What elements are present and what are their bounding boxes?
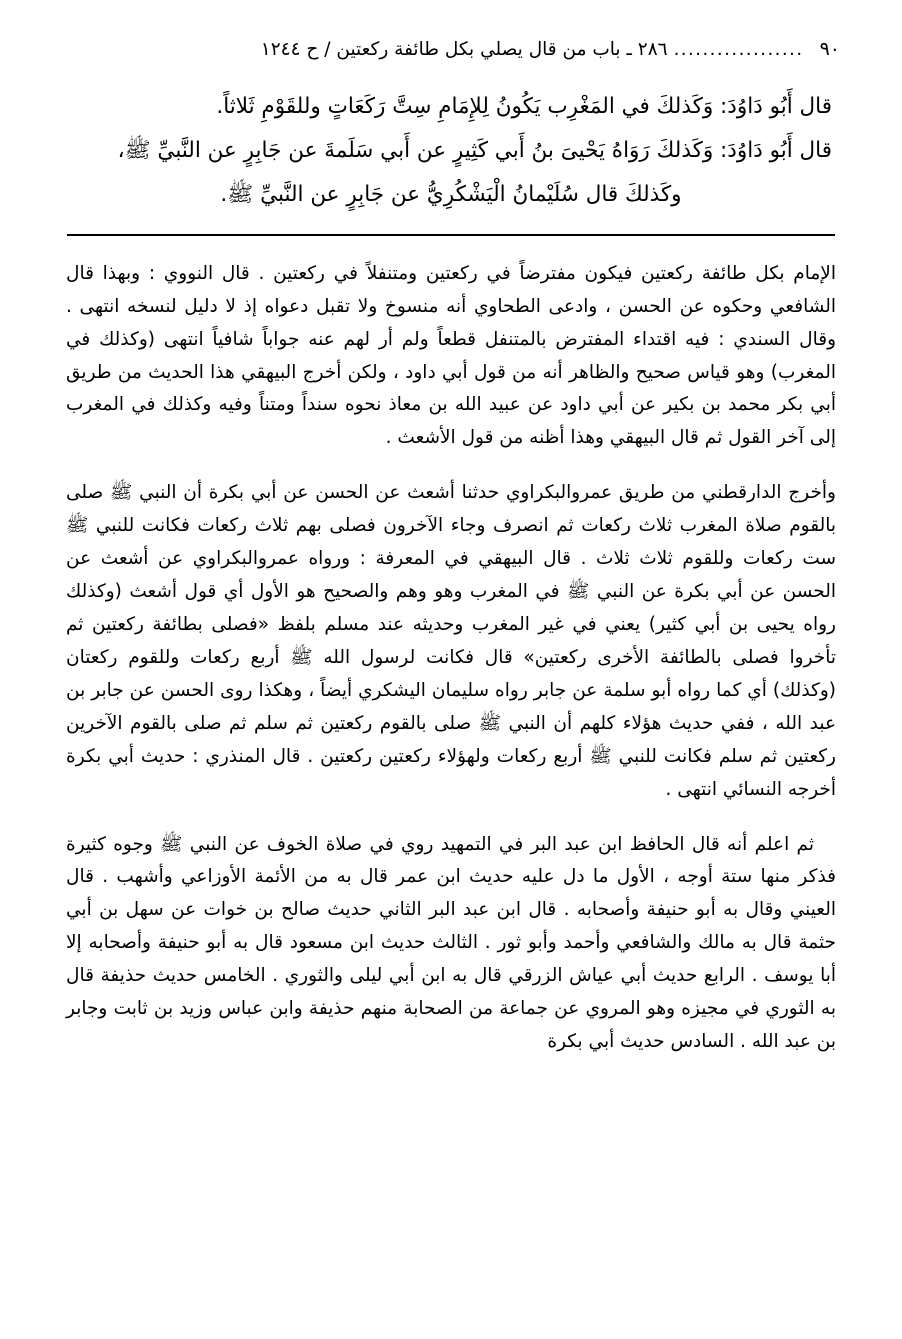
header-title: ٢٨٦ ـ باب من قال يصلي بكل طائفة ركعتين / ح ١٢٤٤ <box>260 39 668 60</box>
hadith-line: قال أَبُو دَاوُدَ: وَكَذلكَ في المَغْرِب يَكُونُ لِلإِمَامِ سِتَّ رَكَعَاتٍ وللقَوْمِ ثَلاثاً. <box>216 94 832 119</box>
hadith-text-block <box>62 86 840 216</box>
paragraph-spacer <box>66 455 836 477</box>
section-divider <box>67 234 835 236</box>
commentary-paragraph: وأخرج الدارقطني من طريق عمروالبكراوي حدثنا أشعث عن الحسن عن أبي بكرة أن النبي ﷺ صلى بالقوم صلاة المغرب ثلاث ركعات ثم انصرف وجاء الآخرون فصلى بهم ثلاث ركعات فكانت للنبي ﷺ ست ركعات وللقوم ثلاث ثلاث . قال البيهقي في المعرفة : ورواه عمروالبكراوي عن أشعث عن الحسن عن أبي بكرة عن النبي ﷺ في المغرب وهو وهم والصحيح هو الأول أي قول أشعث (وكذلك رواه يحيى بن أبي كثير) يعني في غير المغرب وحديثه عند مسلم بلفظ «فصلى بطائفة ركعتين ثم تأخروا فصلى بالطائفة الأخرى ركعتين» قال فكانت لرسول الله ﷺ أربع ركعات وللقوم ركعتان (وكذلك) أي كما رواه أبو سلمة عن جابر رواه سليمان اليشكري أيضاً ، وهكذا روى الحسن عن جابر بن عبد الله ، ففي حديث هؤلاء كلهم أن النبي ﷺ صلى بالقوم ركعتين ثم سلم ثم صلى بالقوم الآخرين ركعتين ثم سلم فكانت للنبي ﷺ أربع ركعات ولهؤلاء ركعتين ركعتين . قال المنذري : حديث أبي بكرة أخرجه النسائي انتهى . <box>66 482 836 800</box>
commentary-paragraph: ثم اعلم أنه قال الحافظ ابن عبد البر في التمهيد روي في صلاة الخوف عن النبي ﷺ وجوه كثيرة فذكر منها ستة أوجه ، الأول ما دل عليه حديث ابن عمر قال به من الأئمة الأوزاعي وأشهب . قال العيني وقال به أبو حنيفة وأصحابه . قال ابن عبد البر الثاني حديث صالح بن خوات عن سهل بن أبي حثمة قال به مالك والشافعي وأحمد وأبو ثور . الثالث حديث ابن مسعود قال به أبو حنيفة وأصحابه إلا أبا يوسف . الرابع حديث أبي عياش الزرقي قال به ابن أبي ليلى والثوري . الخامس حديث حذيفة قال به الثوري في مجيزه وهو المروي عن جماعة من الصحابة منهم حذيفة وابن عباس وزيد بن ثابت وجابر بن عبد الله . السادس حديث أبي بكرة <box>66 833 836 1053</box>
hadith-line: قال أَبُو دَاوُدَ: وَكَذلكَ رَوَاهُ يَحْيىَ بنُ أَبي كَثِيرٍ عن أَبي سَلَمةَ عن جَابِرٍ عن النَّبيِّ ﷺ، <box>117 137 832 163</box>
commentary-paragraph: الإمام بكل طائفة ركعتين فيكون مفترضاً في ركعتين ومتنفلاً في ركعتين . قال النووي : وبهذا قال الشافعي وحكوه عن الحسن ، وادعى الطحاوي أنه منسوخ ولا تقبل دعواه إذ لا دليل لنسخه انتهى . وقال السندي : فيه اقتداء المفترض بالمتنفل قطعاً ولم أر لهم عنه جواباً شافياً انتهى (وكذلك في المغرب) وهو قياس صحيح والظاهر أنه من قول أبي داود ، ولكن أخرج البيهقي هذا الحديث من طريق أبي بكر محمد بن بكير عن أبي داود عن عبيد الله بن معاذ نحوه سنداً ومتناً وفيه وكذلك في المغرب إلى آخر القول ثم قال البيهقي وهذا أظنه من قول الأشعث . <box>66 262 836 449</box>
header-dots: .................. <box>673 39 804 60</box>
paragraph-spacer <box>66 807 836 829</box>
page-header <box>62 38 840 60</box>
commentary-block <box>62 258 840 1059</box>
page-number: ٩٠ <box>819 38 840 60</box>
hadith-line: وكَذلكَ قال سُلَيْمانُ الْيَشْكُرِيُّ عن جَابِرٍ عن النَّبيِّ ﷺ. <box>220 181 682 207</box>
